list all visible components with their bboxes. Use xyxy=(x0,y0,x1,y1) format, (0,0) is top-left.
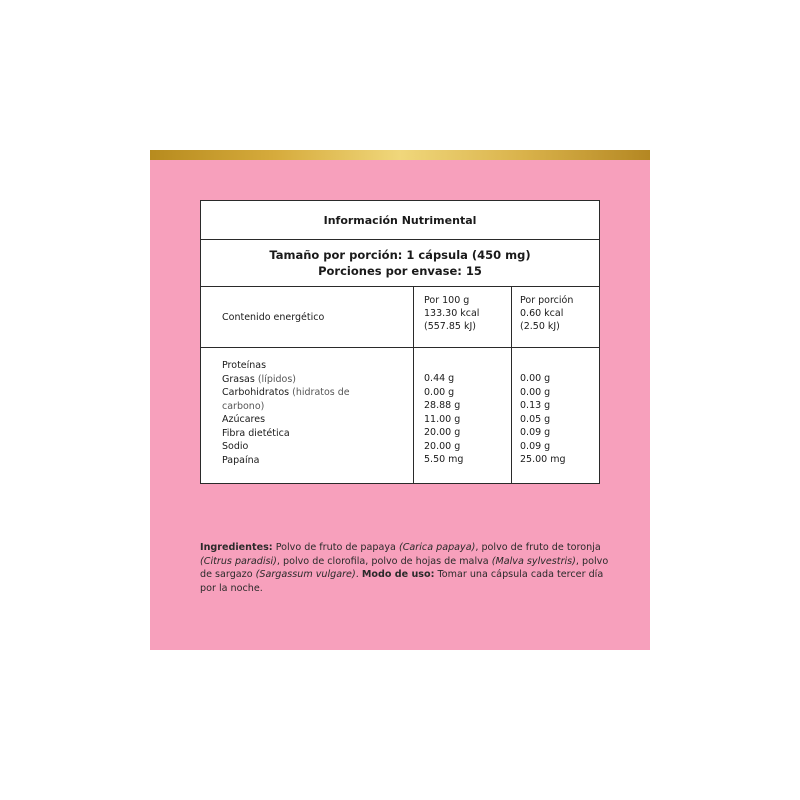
ingredient-species: (Sargassum vulgare) xyxy=(255,569,356,580)
per-serving-header: Por porción xyxy=(520,295,574,306)
nutrients-row xyxy=(201,348,599,484)
per-100g-kj: (557.85 kJ) xyxy=(424,321,476,332)
grasas-name: Grasas xyxy=(222,373,255,385)
carbohidratos-sub: (hidratos de xyxy=(292,387,350,398)
per-100g-value: 5.50 mg xyxy=(424,454,464,465)
ingredients-text: . xyxy=(355,569,362,580)
nutrient-labels xyxy=(201,348,414,484)
per-serving-value: 25.00 mg xyxy=(520,454,566,465)
per-100g-kcal: 133.30 kcal xyxy=(424,308,480,319)
per-100g-header: Por 100 g xyxy=(424,295,470,306)
usage-label: Modo de uso: xyxy=(361,569,435,580)
ingredients-label: Ingredientes: xyxy=(200,542,273,553)
ingredients-text: , polvo de fruto de toronja xyxy=(475,542,601,553)
ingredients-text: , polvo de sargazo xyxy=(200,555,609,580)
nutrition-facts-table xyxy=(200,200,600,484)
ingredients-paragraph xyxy=(200,541,610,595)
nutrient-label-fibra: Fibra dietética xyxy=(222,427,290,439)
nutrient-label-proteinas: Proteínas xyxy=(222,360,267,371)
servings-per-container: Porciones por envase: 15 xyxy=(318,264,482,278)
serving-info xyxy=(201,240,599,287)
ingredient-species: (Carica papaya) xyxy=(398,542,476,553)
per-serving-value: 0.00 g xyxy=(520,386,551,398)
grasas-sub: (lípidos) xyxy=(257,373,296,385)
per-serving-value: 0.13 g xyxy=(520,400,551,411)
nutrient-label-sodio: Sodio xyxy=(222,441,249,452)
per-serving-value: 0.05 g xyxy=(520,413,551,425)
energy-row xyxy=(201,287,599,348)
serving-size: Tamaño por porción: 1 cápsula (450 mg) xyxy=(269,248,531,262)
per-100g-value: 20.00 g xyxy=(424,427,461,438)
ingredient-species: (Malva sylvestris) xyxy=(491,555,576,567)
per-100g-value: 28.88 g xyxy=(424,400,461,411)
nutrient-label-grasas xyxy=(222,373,413,387)
carbohidratos-name: Carbohidratos xyxy=(222,387,290,398)
table-title: Información Nutrimental xyxy=(201,201,599,240)
per-serving-value: 0.00 g xyxy=(520,373,551,384)
per-serving-kj: (2.50 kJ) xyxy=(520,321,560,332)
nutrient-label-papaina: Papaína xyxy=(222,454,260,466)
energy-label: Contenido energético xyxy=(201,287,414,347)
gold-top-band xyxy=(150,150,650,160)
per-100g-value: 20.00 g xyxy=(424,440,461,452)
ingredient-species: (Citrus paradisi) xyxy=(200,555,277,567)
energy-per-100g xyxy=(414,287,512,347)
ingredients-text: , polvo de clorofila, polvo de hojas de malva xyxy=(276,555,492,567)
nutrient-values-per-serving xyxy=(512,348,599,484)
nutrient-values-per-100g xyxy=(414,348,512,484)
nutrient-label-carbohidratos xyxy=(222,386,413,400)
per-100g-value: 11.00 g xyxy=(424,413,461,425)
per-serving-kcal: 0.60 kcal xyxy=(520,308,564,319)
per-serving-value: 0.09 g xyxy=(520,427,551,438)
per-100g-value: 0.44 g xyxy=(424,373,455,384)
usage-text: Tomar una cápsula cada tercer día por la noche. xyxy=(200,569,604,594)
ingredients-text: Polvo de fruto de papaya xyxy=(272,542,399,553)
carbohidratos-sub-2: carbono) xyxy=(222,400,265,412)
per-100g-value: 0.00 g xyxy=(424,386,455,398)
nutrient-label-azucares: Azúcares xyxy=(222,414,266,425)
per-serving-value: 0.09 g xyxy=(520,440,551,452)
energy-per-serving xyxy=(512,287,599,347)
